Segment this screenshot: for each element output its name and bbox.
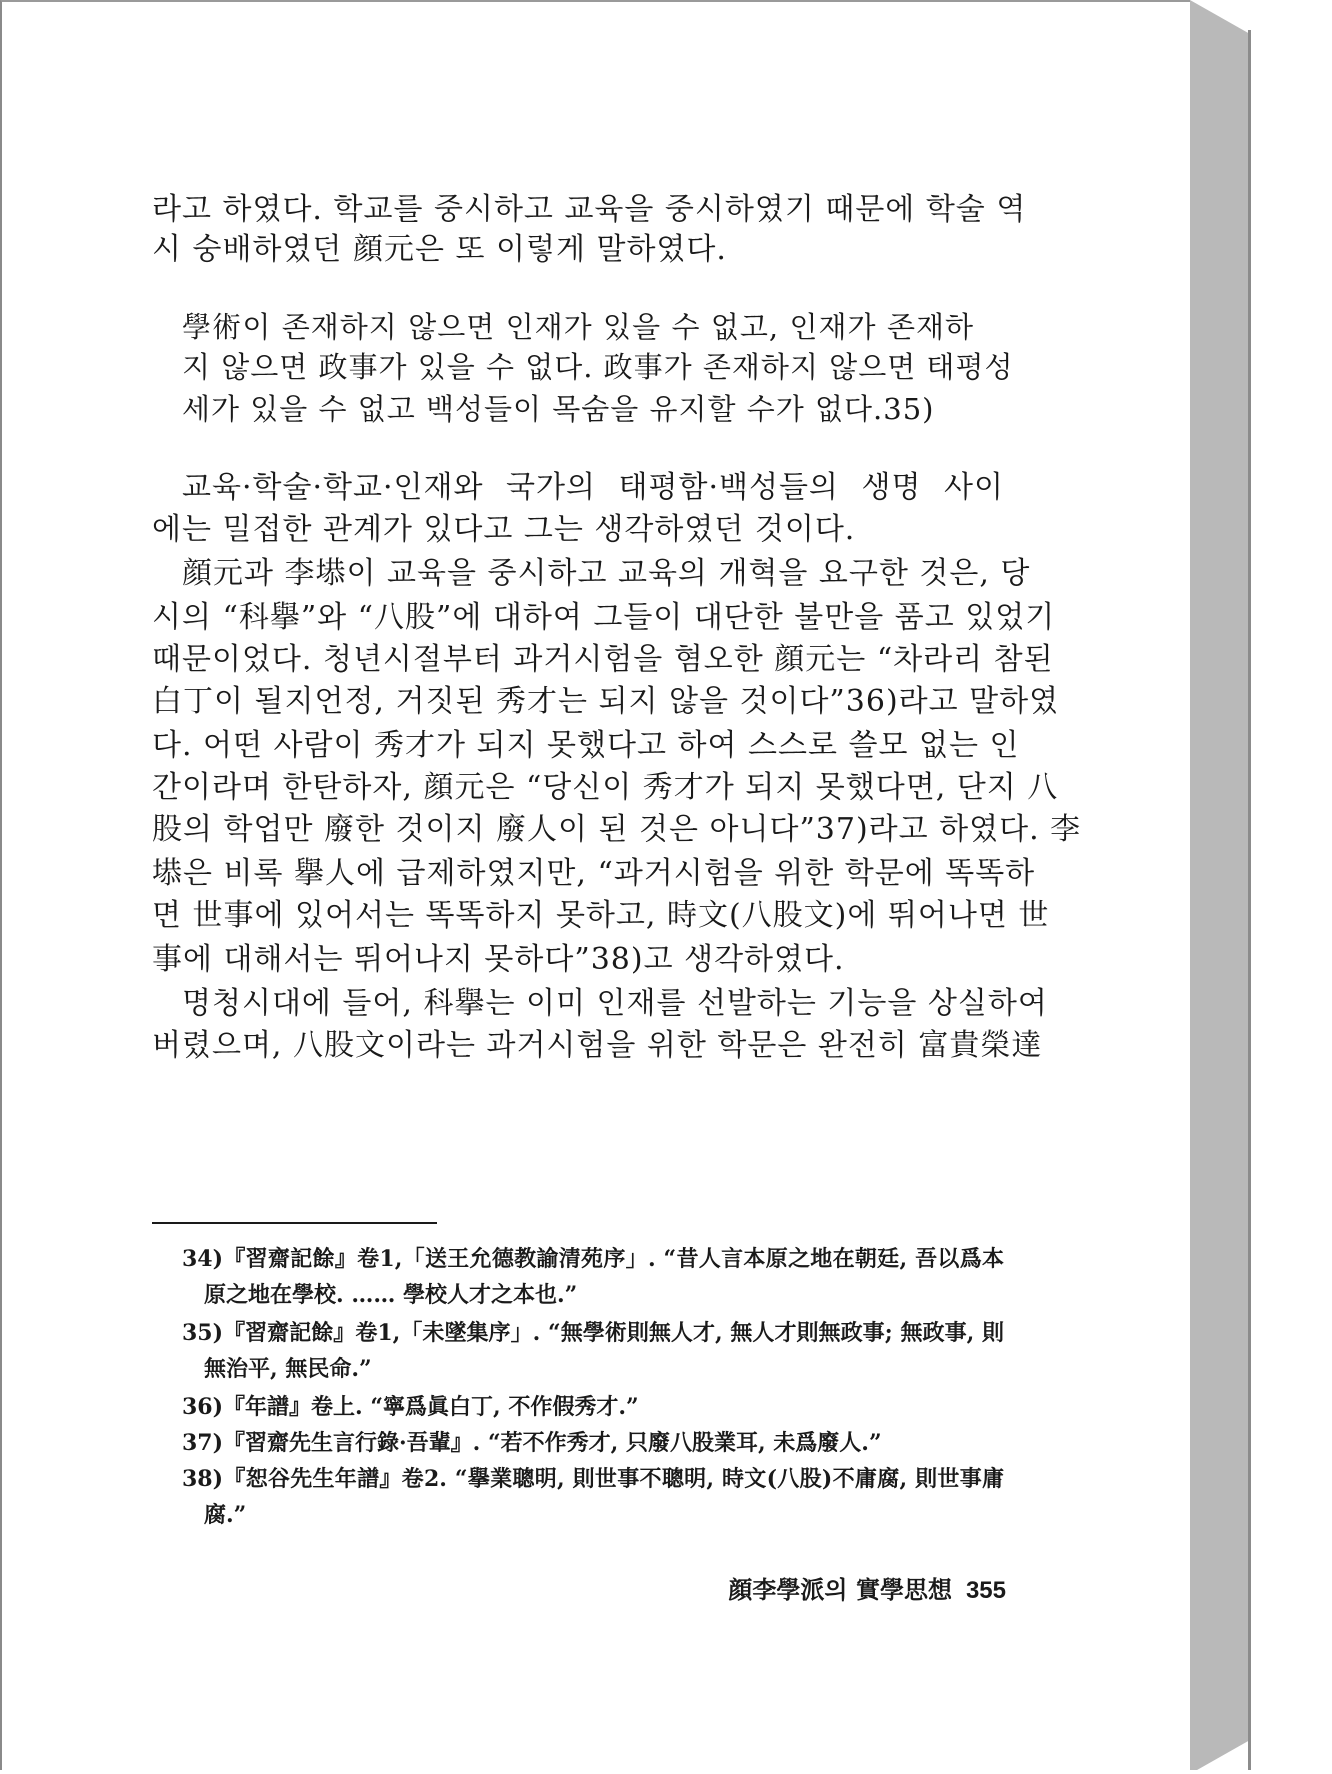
body-text-line: 라고 하였다. 학교를 중시하고 교육을 중시하였기 때문에 학술 역 [152, 192, 1027, 227]
body-text-line: 事에 대해서는 뛰어나지 못하다”38)고 생각하였다. [152, 942, 845, 977]
page-number: 355 [965, 1577, 1006, 1604]
quote-line: 지 않으면 政事가 있을 수 없다. 政事가 존재하지 않으면 태평성 [182, 350, 1014, 384]
footnote-34-continued: 原之地在學校. …… 學校人才之本也.” [204, 1282, 578, 1308]
body-text-line: 교육·학술·학교·인재와 국가의 태평함·백성들의 생명 사이 [182, 470, 1004, 505]
footnote-36: 36)『年譜』卷上. “寧爲眞白丁, 不作假秀才.” [182, 1394, 639, 1420]
running-title: 顔李學派의 實學思想 [728, 1575, 952, 1604]
body-text-line: 시의 “科擧”와 “八股”에 대하여 그들이 대단한 불만을 품고 있었기 [152, 600, 1056, 635]
footnote-34: 34)『習齋記餘』卷1,「送王允德教諭清苑序」. “昔人言本原之地在朝廷, 吾以爲本 [182, 1246, 1004, 1272]
body-text-line: 에는 밀접한 관계가 있다고 그는 생각하였던 것이다. [152, 512, 856, 547]
footnote-35-continued: 無治平, 無民命.” [204, 1356, 372, 1382]
body-text-line: 때문이었다. 청년시절부터 과거시험을 혐오한 顔元는 “차라리 참된 [152, 642, 1054, 677]
body-text-line: 다. 어떤 사람이 秀才가 되지 못했다고 하여 스스로 쓸모 없는 인 [152, 728, 1020, 763]
footnote-38-continued: 腐.” [204, 1502, 247, 1528]
body-text-line: 시 숭배하였던 顔元은 또 이렇게 말하였다. [152, 232, 727, 267]
book-spine-bottom-corner [1190, 1740, 1250, 1774]
quote-line: 세가 있을 수 없고 백성들이 목숨을 유지할 수가 없다.35) [182, 392, 935, 426]
page-footer [728, 1570, 1006, 1605]
book-spine-edge [1248, 30, 1251, 1770]
footnote-37: 37)『習齋先生言行錄·吾輩』. “若不作秀才, 只廢八股業耳, 未爲廢人.” [182, 1430, 882, 1456]
body-text-line: 면 世事에 있어서는 똑똑하지 못하고, 時文(八股文)에 뛰어나면 世 [152, 898, 1050, 933]
body-text-line: 버렸으며, 八股文이라는 과거시험을 위한 학문은 완전히 富貴榮達 [152, 1028, 1043, 1063]
body-text-line: 塨은 비록 擧人에 급제하였지만, “과거시험을 위한 학문에 똑똑하 [152, 856, 1036, 891]
body-text-line: 명청시대에 들어, 科擧는 이미 인재를 선발하는 기능을 상실하여 [182, 986, 1048, 1021]
body-text-line: 간이라며 한탄하자, 顔元은 “당신이 秀才가 되지 못했다면, 단지 八 [152, 770, 1059, 805]
body-text-line: 股의 학업만 廢한 것이지 廢人이 된 것은 아니다”37)라고 하였다. 李 [152, 812, 1082, 847]
footnote-38: 38)『恕谷先生年譜』卷2. “擧業聰明, 則世事不聰明, 時文(八股)不庸腐, 則世事庸 [182, 1466, 1004, 1492]
book-spine-top-corner [1190, 0, 1250, 34]
body-text-line: 白丁이 될지언정, 거짓된 秀才는 되지 않을 것이다”36)라고 말하였 [152, 684, 1060, 719]
body-text-line: 顔元과 李塨이 교육을 중시하고 교육의 개혁을 요구한 것은, 당 [182, 556, 1031, 591]
footnote-35: 35)『習齋記餘』卷1,「未墜集序」. “無學術則無人才, 無人才則無政事; 無政事, 則 [182, 1320, 1004, 1346]
quote-line: 學術이 존재하지 않으면 인재가 있을 수 없고, 인재가 존재하 [182, 310, 974, 344]
book-spine [1190, 0, 1250, 1770]
footnote-separator [152, 1222, 437, 1224]
